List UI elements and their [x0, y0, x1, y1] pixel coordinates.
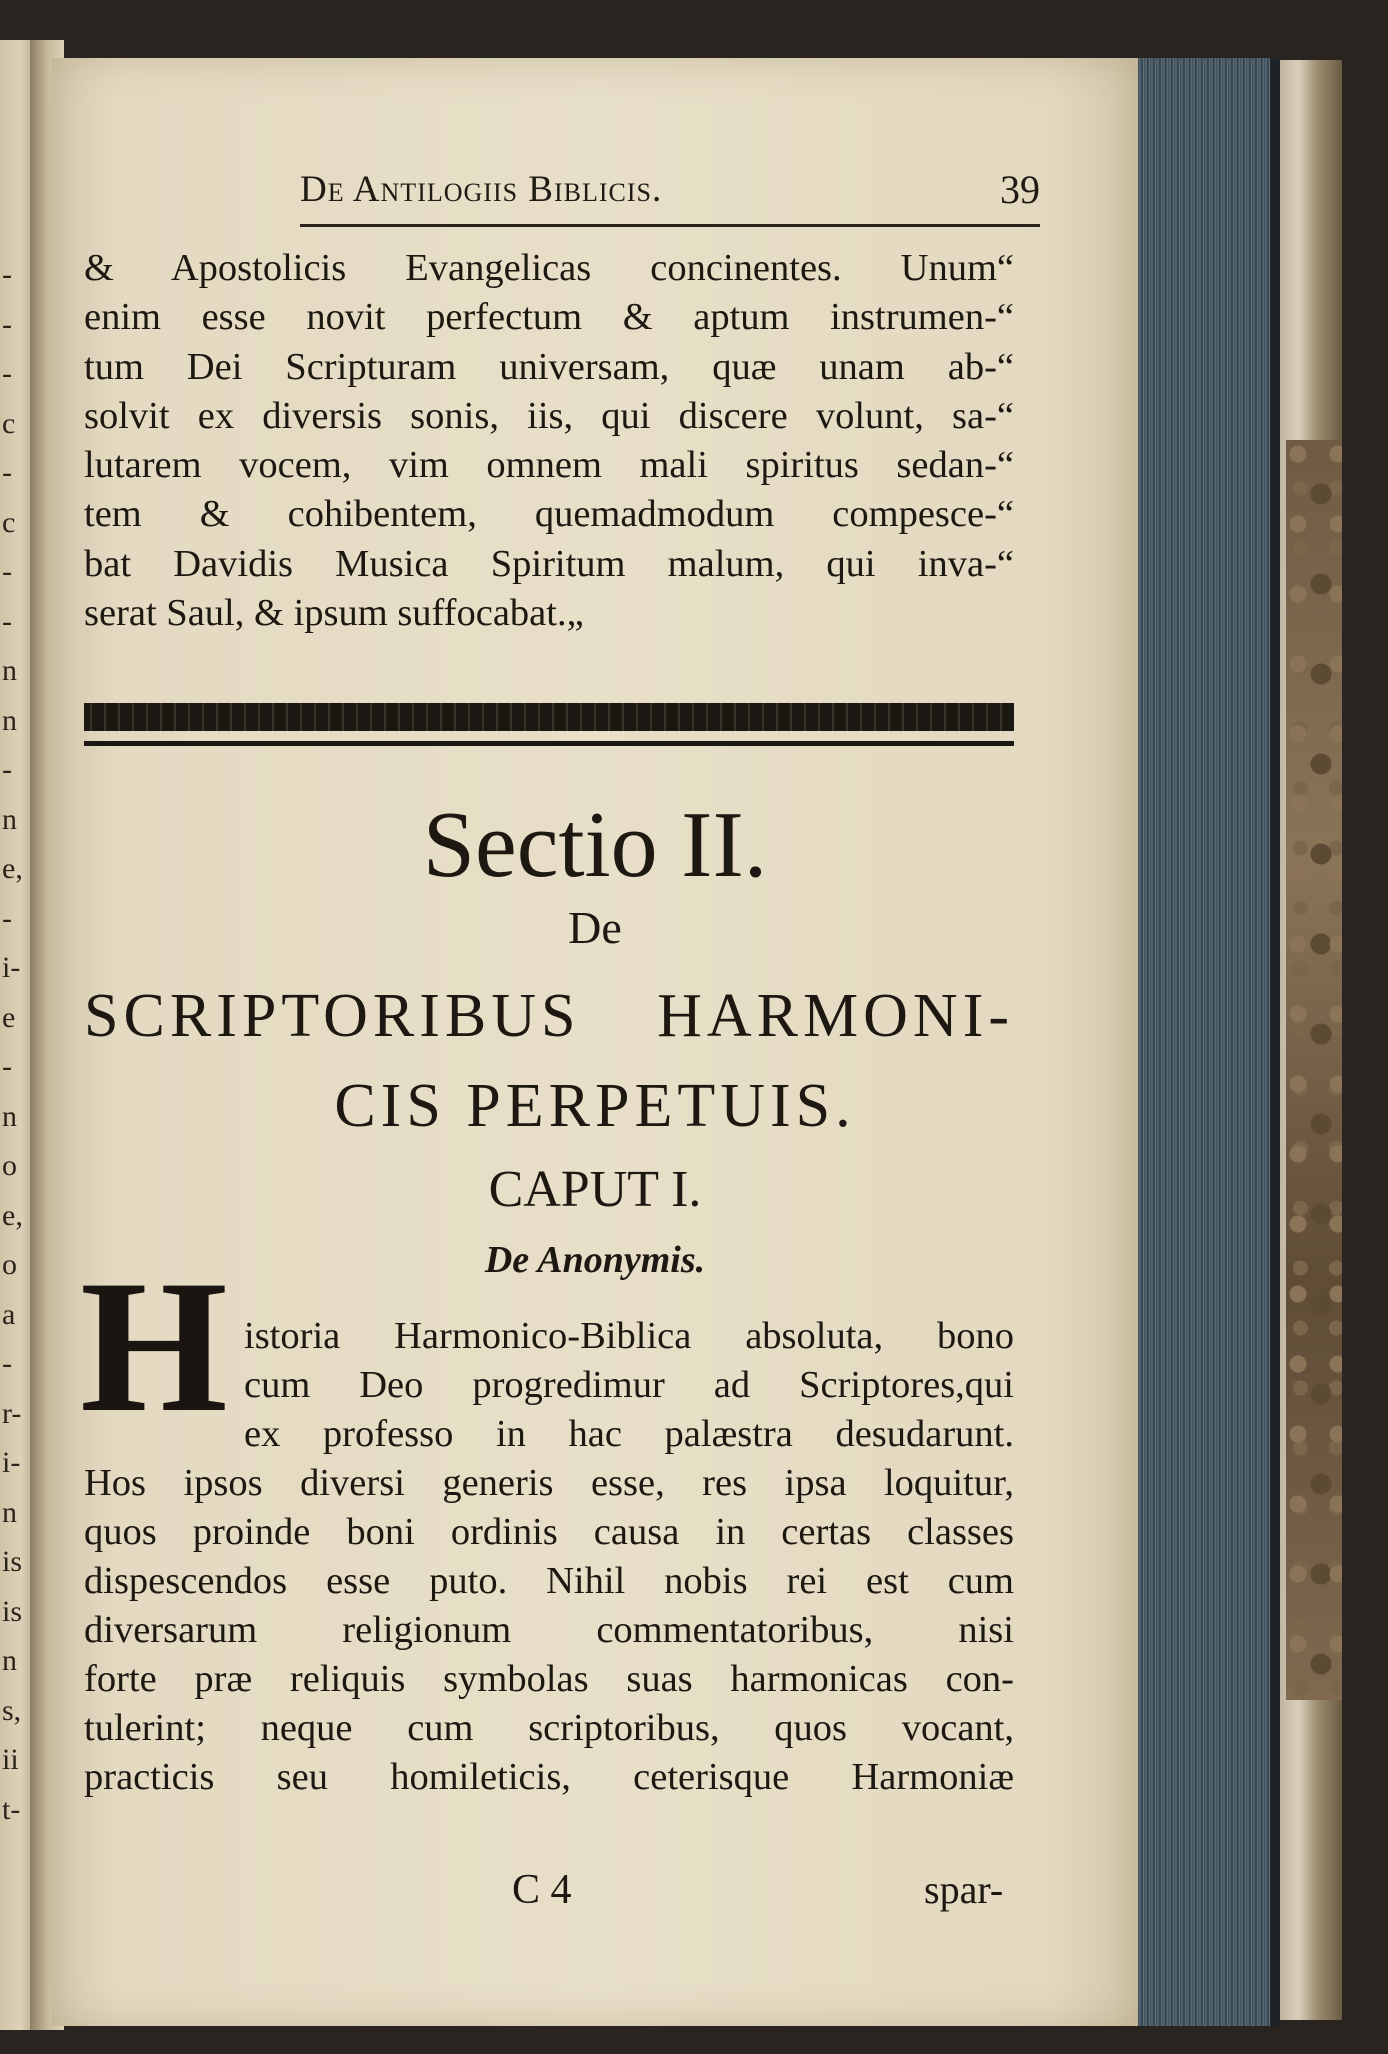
facing-line: n: [2, 1495, 17, 1529]
text-line: tulerint; neque cum scriptoribus, quos vocant,: [84, 1707, 1014, 1749]
page-edges: [1138, 58, 1280, 2026]
facing-line: i-: [2, 951, 21, 984]
facing-line: t-: [2, 1792, 21, 1826]
facing-line: -: [2, 456, 12, 489]
text-line: diversarum religionum commentatoribus, nisi: [84, 1609, 1014, 1651]
text-line: lutarem vocem, vim omnem mali spiritus sedan-“: [84, 444, 1014, 487]
section-title: Sectio II.: [422, 793, 768, 897]
signature-mark: C 4: [512, 1867, 572, 1913]
head-rule: [300, 224, 1040, 227]
text-line: dispescendos esse puto. Nihil nobis rei est cum: [84, 1560, 1014, 1602]
facing-line: a: [2, 1297, 16, 1331]
section-ornament-rule: [84, 703, 1014, 751]
text-line: & Apostolicis Evangelicas concinentes. Unum“: [84, 247, 1014, 289]
text-line: serat Saul, & ipsum suffocabat.„: [84, 592, 584, 635]
facing-page: [0, 40, 34, 2030]
ornament-thin-rule: [84, 741, 1014, 746]
facing-line: is: [2, 1594, 23, 1628]
facing-line: n: [2, 1644, 17, 1677]
text-line: istoria Harmonico-Biblica absoluta, bono: [244, 1315, 1014, 1357]
text-line: tem & cohibentem, quemadmodum compesce-“: [84, 493, 1014, 536]
text-line: Hos ipsos diversi generis esse, res ipsa loquitur,: [84, 1462, 1014, 1504]
running-head: [300, 168, 1040, 228]
facing-line: e,: [2, 1198, 23, 1232]
facing-line: n: [2, 802, 17, 836]
section-de: De: [568, 902, 622, 953]
facing-line: o: [2, 1248, 17, 1281]
text-line: ex professo in hac palæstra desudarunt.: [244, 1413, 1014, 1455]
text-line: enim esse novit perfectum & aptum instrumen-“: [84, 296, 1014, 339]
text-line: solvit ex diversis sonis, iis, qui discere volunt, sa-“: [84, 394, 1014, 437]
facing-line: -: [2, 604, 12, 638]
facing-line: -: [2, 901, 12, 935]
page-number: 39: [1000, 167, 1040, 212]
section-heading-line-1: SCRIPTORIBUS HARMONI-: [84, 982, 1014, 1050]
text-line: bat Davidis Musica Spiritum malum, qui inva-“: [84, 542, 1014, 585]
facing-line: -: [2, 555, 12, 588]
facing-line: -: [2, 357, 12, 390]
running-title: De Antilogiis Biblicis.: [300, 169, 663, 210]
text-line: forte præ reliquis symbolas suas harmonicas con-: [84, 1658, 1014, 1700]
facing-line: i-: [2, 1446, 21, 1479]
facing-line: e: [2, 1000, 16, 1034]
chapter-title: CAPUT I.: [488, 1161, 702, 1218]
facing-line: c: [2, 505, 16, 539]
facing-line: e,: [2, 852, 23, 885]
text-line: tum Dei Scripturam universam, quæ unam ab-“: [84, 345, 1014, 388]
facing-line: -: [2, 307, 12, 341]
facing-line: n: [2, 1099, 17, 1133]
marbled-board: [1286, 440, 1342, 1700]
facing-line: r-: [2, 1396, 22, 1430]
facing-line: s,: [2, 1693, 22, 1727]
facing-line: c: [2, 406, 16, 440]
facing-line: n: [2, 703, 17, 737]
text-line: quos proinde boni ordinis causa in certas classes: [84, 1511, 1014, 1553]
facing-line: -: [2, 753, 12, 786]
facing-page-text: [2, 250, 32, 1834]
facing-line: n: [2, 654, 17, 687]
facing-line: o: [2, 1149, 17, 1182]
quote-paragraph: [84, 244, 1014, 638]
facing-line: -: [2, 1347, 12, 1380]
text-line: cum Deo progredimur ad Scriptores,qui: [244, 1364, 1014, 1406]
catchword: spar-: [924, 1867, 1004, 1912]
facing-line: ii: [2, 1743, 19, 1776]
drop-cap: H: [80, 1242, 228, 1452]
facing-line: -: [2, 1050, 12, 1083]
ornament-band: [84, 703, 1014, 731]
chapter-subheading: De Anonymis.: [484, 1239, 706, 1281]
facing-line: -: [2, 258, 12, 291]
facing-line: is: [2, 1545, 23, 1578]
section-heading-line-2: CIS PERPETUIS.: [334, 1072, 856, 1140]
text-line: practicis seu homileticis, ceterisque Harmoniæ: [84, 1756, 1014, 1798]
